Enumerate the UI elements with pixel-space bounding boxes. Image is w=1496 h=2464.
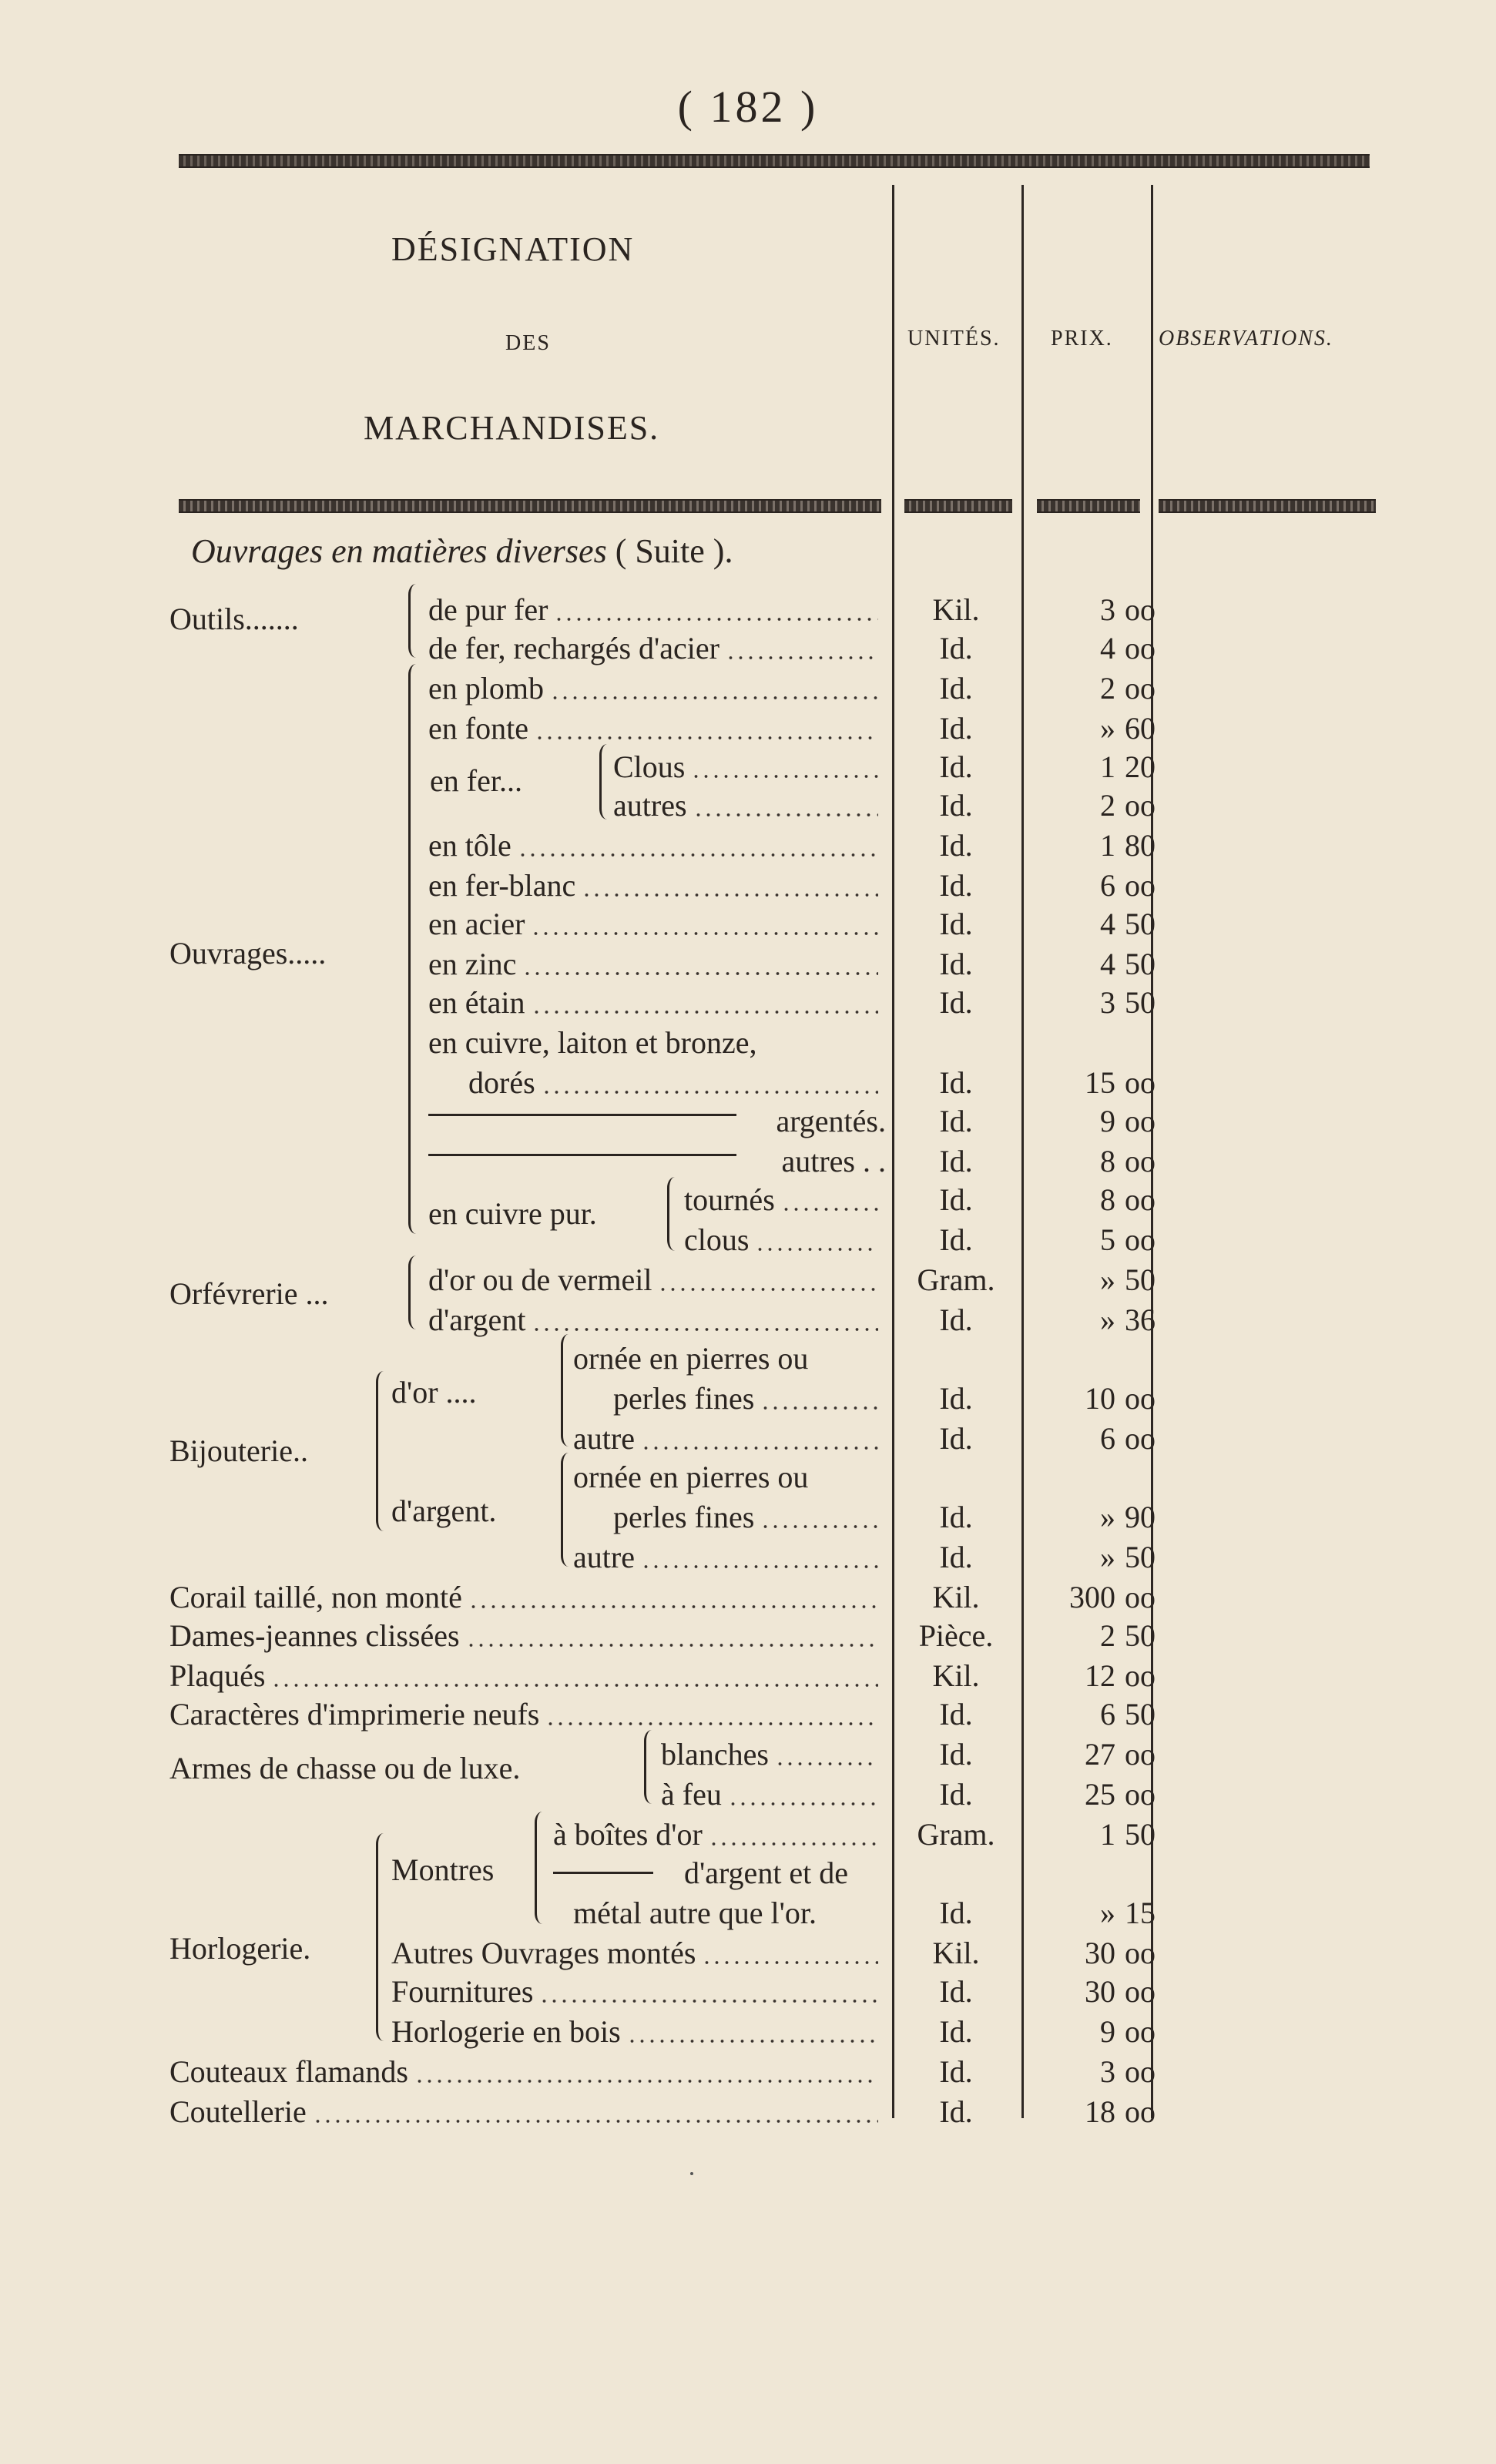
table-row xyxy=(0,1855,1496,1895)
row-price-main: 30 xyxy=(1085,1974,1115,2009)
leader-dots xyxy=(531,932,878,935)
row-price-main: 1 xyxy=(1100,1817,1115,1852)
row-label: ornée en pierres ou xyxy=(573,1460,809,1494)
table-row xyxy=(0,984,1496,1024)
row-label: autre xyxy=(573,1421,635,1456)
row-price-main: 1 xyxy=(1100,828,1115,863)
table-row xyxy=(0,670,1496,710)
table-row xyxy=(0,1499,1496,1539)
table-row xyxy=(0,1539,1496,1579)
table-row xyxy=(0,1024,1496,1064)
table-row xyxy=(0,1103,1496,1143)
row-price-main: 3 xyxy=(1100,985,1115,1020)
row-price-fraction: oo xyxy=(1125,1658,1156,1693)
table-row xyxy=(0,1064,1496,1105)
table-row xyxy=(0,2013,1496,2053)
row-label: de pur fer xyxy=(428,592,548,627)
row-price-main: 4 xyxy=(1100,907,1115,941)
row-label: d'argent et de xyxy=(684,1856,849,1890)
leader-dots xyxy=(693,813,878,816)
row-price-main: 4 xyxy=(1100,631,1115,665)
top-rule xyxy=(179,154,1370,168)
row-price-fraction: oo xyxy=(1125,1065,1156,1100)
row-price-main: » xyxy=(1100,1302,1115,1337)
table-row xyxy=(0,1420,1496,1460)
row-unit: Id. xyxy=(939,711,973,746)
row-price-fraction: oo xyxy=(1125,1104,1156,1138)
row-label: d'argent xyxy=(428,1302,526,1337)
row-price-fraction: 50 xyxy=(1125,1697,1156,1732)
row-price-main: 3 xyxy=(1100,2054,1115,2089)
row-label: en acier xyxy=(428,907,525,941)
row-price-fraction: oo xyxy=(1125,1936,1156,1970)
table-row xyxy=(0,1143,1496,1183)
row-unit: Id. xyxy=(939,1737,973,1772)
row-unit: Id. xyxy=(939,1104,973,1138)
leader-dots xyxy=(550,696,878,699)
row-price-main: 3 xyxy=(1100,592,1115,627)
row-unit: Id. xyxy=(939,1421,973,1456)
table-row xyxy=(0,2094,1496,2134)
row-price-fraction: oo xyxy=(1125,1580,1156,1614)
row-unit: Pièce. xyxy=(918,1618,994,1653)
row-price-main: 18 xyxy=(1085,2094,1115,2129)
row-price-fraction: 60 xyxy=(1125,711,1156,746)
header-price: PRIX. xyxy=(1051,327,1113,350)
leader-dots xyxy=(414,2080,878,2083)
table-row xyxy=(0,1658,1496,1698)
row-price-fraction: oo xyxy=(1125,1777,1156,1812)
row-price-main: » xyxy=(1100,1500,1115,1534)
row-price-main: » xyxy=(1100,1896,1115,1930)
row-price-main: 2 xyxy=(1100,1618,1115,1653)
row-price-fraction: 50 xyxy=(1125,1817,1156,1852)
leader-dots xyxy=(522,972,878,975)
row-price-main: 30 xyxy=(1085,1936,1115,1970)
leader-dots xyxy=(702,1961,878,1964)
table-row xyxy=(0,787,1496,827)
row-unit: Id. xyxy=(939,2014,973,2049)
section-title-suffix: ( Suite ). xyxy=(615,532,733,570)
leader-dots xyxy=(691,775,878,778)
row-label: perles fines xyxy=(613,1500,755,1534)
row-price-fraction: 50 xyxy=(1125,1618,1156,1653)
row-label: en étain xyxy=(428,985,525,1020)
row-unit: Id. xyxy=(939,2054,973,2089)
row-price-main: 12 xyxy=(1085,1658,1115,1693)
row-price-fraction: 50 xyxy=(1125,1262,1156,1297)
leader-dots xyxy=(539,2000,878,2003)
row-unit: Id. xyxy=(939,2094,973,2129)
group-d-argent: d'argent. xyxy=(391,1493,497,1528)
row-label: d'or ou de vermeil xyxy=(428,1262,652,1297)
table-row xyxy=(0,1262,1496,1302)
leader-dots xyxy=(518,853,878,857)
table-row xyxy=(0,749,1496,789)
row-price-fraction: oo xyxy=(1125,868,1156,903)
leader-dots xyxy=(313,2120,878,2123)
row-price-fraction: oo xyxy=(1125,1974,1156,2009)
leader-dots xyxy=(542,1091,878,1094)
row-price-main: 8 xyxy=(1100,1182,1115,1217)
row-unit: Id. xyxy=(939,1065,973,1100)
table-row xyxy=(0,906,1496,946)
leader-dots xyxy=(760,1406,878,1410)
group-outils: Outils....... xyxy=(169,602,299,636)
row-price-fraction: 36 xyxy=(1125,1302,1156,1337)
table-row xyxy=(0,1222,1496,1262)
row-price-main: 6 xyxy=(1100,1697,1115,1732)
table-row xyxy=(0,867,1496,907)
row-price-main: 6 xyxy=(1100,1421,1115,1456)
row-unit: Id. xyxy=(939,1777,973,1812)
leader-dots xyxy=(726,656,878,659)
table-row xyxy=(0,1973,1496,2013)
row-price-main: 2 xyxy=(1100,671,1115,706)
header-rule-designation xyxy=(179,499,881,513)
row-price-main: 9 xyxy=(1100,2014,1115,2049)
header-marchandises: MARCHANDISES. xyxy=(364,409,660,447)
row-price-main: » xyxy=(1100,1262,1115,1297)
leader-dots xyxy=(554,618,878,621)
row-price-fraction: oo xyxy=(1125,671,1156,706)
row-price-main: 9 xyxy=(1100,1104,1115,1138)
group-bijouterie: Bijouterie.. xyxy=(169,1433,308,1468)
row-unit: Id. xyxy=(939,868,973,903)
group-en-cuivre-pur: en cuivre pur. xyxy=(428,1196,597,1231)
row-price-fraction: oo xyxy=(1125,1381,1156,1416)
row-unit: Id. xyxy=(939,1222,973,1257)
leader-dots xyxy=(709,1842,878,1845)
group-d-or: d'or .... xyxy=(391,1375,477,1410)
table-row xyxy=(0,1182,1496,1222)
row-price-fraction: oo xyxy=(1125,1182,1156,1217)
row-unit: Kil. xyxy=(932,1936,980,1970)
group-montres: Montres xyxy=(391,1852,495,1887)
row-label: perles fines xyxy=(613,1381,755,1416)
header-des: DES xyxy=(505,331,551,355)
header-designation: DÉSIGNATION xyxy=(391,230,635,268)
row-unit: Id. xyxy=(939,1500,973,1534)
row-price-main: » xyxy=(1100,1540,1115,1574)
row-price-fraction: 80 xyxy=(1125,828,1156,863)
row-label: Coutellerie xyxy=(169,2094,307,2129)
row-price-main: 5 xyxy=(1100,1222,1115,1257)
row-unit: Kil. xyxy=(932,1580,980,1614)
table-row xyxy=(0,946,1496,986)
header-units: UNITÉS. xyxy=(907,327,1001,350)
row-price-main: 27 xyxy=(1085,1737,1115,1772)
row-label: argentés. xyxy=(776,1104,886,1138)
row-label: Plaqués xyxy=(169,1658,266,1693)
row-unit: Id. xyxy=(939,1974,973,2009)
row-label: Clous xyxy=(613,749,686,784)
row-unit: Id. xyxy=(939,1302,973,1337)
table-row xyxy=(0,1935,1496,1975)
header-rule-units xyxy=(904,499,1012,513)
table-row xyxy=(0,1618,1496,1658)
row-unit: Id. xyxy=(939,788,973,823)
leader-dots xyxy=(545,1722,878,1725)
page-number: ( 182 ) xyxy=(677,82,819,132)
row-unit: Id. xyxy=(939,1697,973,1732)
section-title-italic: Ouvrages en matières diverses xyxy=(191,532,607,570)
row-unit: Gram. xyxy=(917,1817,995,1852)
table-row xyxy=(0,1380,1496,1420)
row-price-fraction: oo xyxy=(1125,592,1156,627)
table-row xyxy=(0,1696,1496,1736)
row-price-main: 1 xyxy=(1100,749,1115,784)
table-row xyxy=(0,1340,1496,1380)
leader-dots xyxy=(532,1328,878,1331)
row-label: Caractères d'imprimerie neufs xyxy=(169,1697,540,1732)
leader-dots xyxy=(658,1288,878,1291)
row-unit: Id. xyxy=(939,947,973,981)
row-price-fraction: oo xyxy=(1125,2014,1156,2049)
leader-dots xyxy=(755,1248,878,1251)
row-price-fraction: 15 xyxy=(1125,1896,1156,1930)
leader-dots xyxy=(535,736,878,739)
row-unit: Id. xyxy=(939,631,973,665)
row-label: Couteaux flamands xyxy=(169,2054,408,2089)
row-unit: Kil. xyxy=(932,1658,980,1693)
row-unit: Id. xyxy=(939,1182,973,1217)
leader-dots xyxy=(775,1762,878,1765)
row-label: autre xyxy=(573,1540,635,1574)
row-label: autres . . xyxy=(781,1144,886,1178)
leader-dots xyxy=(641,1447,878,1450)
row-unit: Gram. xyxy=(917,1262,995,1297)
row-price-fraction: oo xyxy=(1125,1421,1156,1456)
row-price-main: 8 xyxy=(1100,1144,1115,1178)
leader-dots xyxy=(532,1011,879,1014)
header-rule-observations xyxy=(1159,499,1376,513)
row-label: métal autre que l'or. xyxy=(573,1896,817,1930)
table-row xyxy=(0,630,1496,670)
row-price-fraction: oo xyxy=(1125,1737,1156,1772)
row-price-fraction: oo xyxy=(1125,788,1156,823)
header-observations: OBSERVATIONS. xyxy=(1159,327,1333,350)
row-label: en zinc xyxy=(428,947,517,981)
row-unit: Id. xyxy=(939,1381,973,1416)
leader-dots xyxy=(466,1644,878,1647)
row-label: en plomb xyxy=(428,671,544,706)
row-label: en fer-blanc xyxy=(428,868,576,903)
group-horlogerie: Horlogerie. xyxy=(169,1931,311,1966)
row-price-main: 6 xyxy=(1100,868,1115,903)
row-price-fraction: 90 xyxy=(1125,1500,1156,1534)
footer-mark xyxy=(690,2172,693,2175)
group-ouvrages: Ouvrages..... xyxy=(169,936,327,971)
row-price-fraction: 50 xyxy=(1125,947,1156,981)
row-unit: Id. xyxy=(939,1144,973,1178)
row-unit: Id. xyxy=(939,671,973,706)
row-price-main: 25 xyxy=(1085,1777,1115,1812)
row-label: Dames-jeannes clissées xyxy=(169,1618,460,1653)
table-row xyxy=(0,1816,1496,1856)
leader-dots xyxy=(627,2040,878,2043)
row-label: en fonte xyxy=(428,711,528,746)
row-price-fraction: oo xyxy=(1125,1144,1156,1178)
row-label: clous xyxy=(684,1222,750,1257)
row-price-main: » xyxy=(1100,711,1115,746)
group-orfevrerie: Orfévrerie ... xyxy=(169,1276,329,1311)
leader-dots xyxy=(760,1525,878,1528)
leader-dots xyxy=(468,1605,878,1608)
row-price-main: 10 xyxy=(1085,1381,1115,1416)
table-row xyxy=(0,2053,1496,2094)
row-label: en tôle xyxy=(428,828,512,863)
row-price-main: 2 xyxy=(1100,788,1115,823)
row-label: à feu xyxy=(661,1777,722,1812)
row-label: en cuivre, laiton et bronze, xyxy=(428,1025,757,1060)
table-row xyxy=(0,1579,1496,1619)
row-label: de fer, rechargés d'acier xyxy=(428,631,719,665)
row-price-main: 300 xyxy=(1069,1580,1115,1614)
row-label: Fournitures xyxy=(391,1974,534,2009)
row-unit: Id. xyxy=(939,907,973,941)
row-label: autres xyxy=(613,788,687,823)
row-label: Horlogerie en bois xyxy=(391,2014,621,2049)
row-price-fraction: 50 xyxy=(1125,985,1156,1020)
table-row xyxy=(0,1895,1496,1935)
row-label: Autres Ouvrages montés xyxy=(391,1936,696,1970)
row-price-fraction: 20 xyxy=(1125,749,1156,784)
row-unit: Kil. xyxy=(932,592,980,627)
row-price-main: 4 xyxy=(1100,947,1115,981)
row-price-fraction: oo xyxy=(1125,1222,1156,1257)
row-unit: Id. xyxy=(939,749,973,784)
leader-dots xyxy=(728,1802,878,1805)
table-row xyxy=(0,827,1496,867)
table-row xyxy=(0,710,1496,750)
row-price-fraction: 50 xyxy=(1125,1540,1156,1574)
row-unit: Id. xyxy=(939,1896,973,1930)
group-en-fer: en fer... xyxy=(430,763,522,798)
table-row xyxy=(0,592,1496,632)
leader-dots xyxy=(781,1208,878,1211)
table-row xyxy=(0,1302,1496,1342)
table-row xyxy=(0,1459,1496,1499)
row-price-fraction: oo xyxy=(1125,2094,1156,2129)
group-armes: Armes de chasse ou de luxe. xyxy=(169,1751,521,1785)
row-price-fraction: oo xyxy=(1125,631,1156,665)
row-label: ornée en pierres ou xyxy=(573,1341,809,1376)
table-row xyxy=(0,1736,1496,1776)
row-label: dorés xyxy=(468,1065,535,1100)
table-row xyxy=(0,1776,1496,1816)
row-unit: Id. xyxy=(939,1540,973,1574)
row-label: tournés xyxy=(684,1182,775,1217)
leader-dots xyxy=(641,1565,878,1568)
row-price-main: 15 xyxy=(1085,1065,1115,1100)
row-label: à boîtes d'or xyxy=(553,1817,703,1852)
section-title xyxy=(191,531,733,571)
header-rule-price xyxy=(1037,499,1140,513)
row-label: Corail taillé, non monté xyxy=(169,1580,462,1614)
row-unit: Id. xyxy=(939,828,973,863)
row-unit: Id. xyxy=(939,985,973,1020)
row-price-fraction: oo xyxy=(1125,2054,1156,2089)
leader-dots xyxy=(582,893,878,897)
row-price-fraction: 50 xyxy=(1125,907,1156,941)
leader-dots xyxy=(271,1684,878,1687)
row-label: blanches xyxy=(661,1737,769,1772)
